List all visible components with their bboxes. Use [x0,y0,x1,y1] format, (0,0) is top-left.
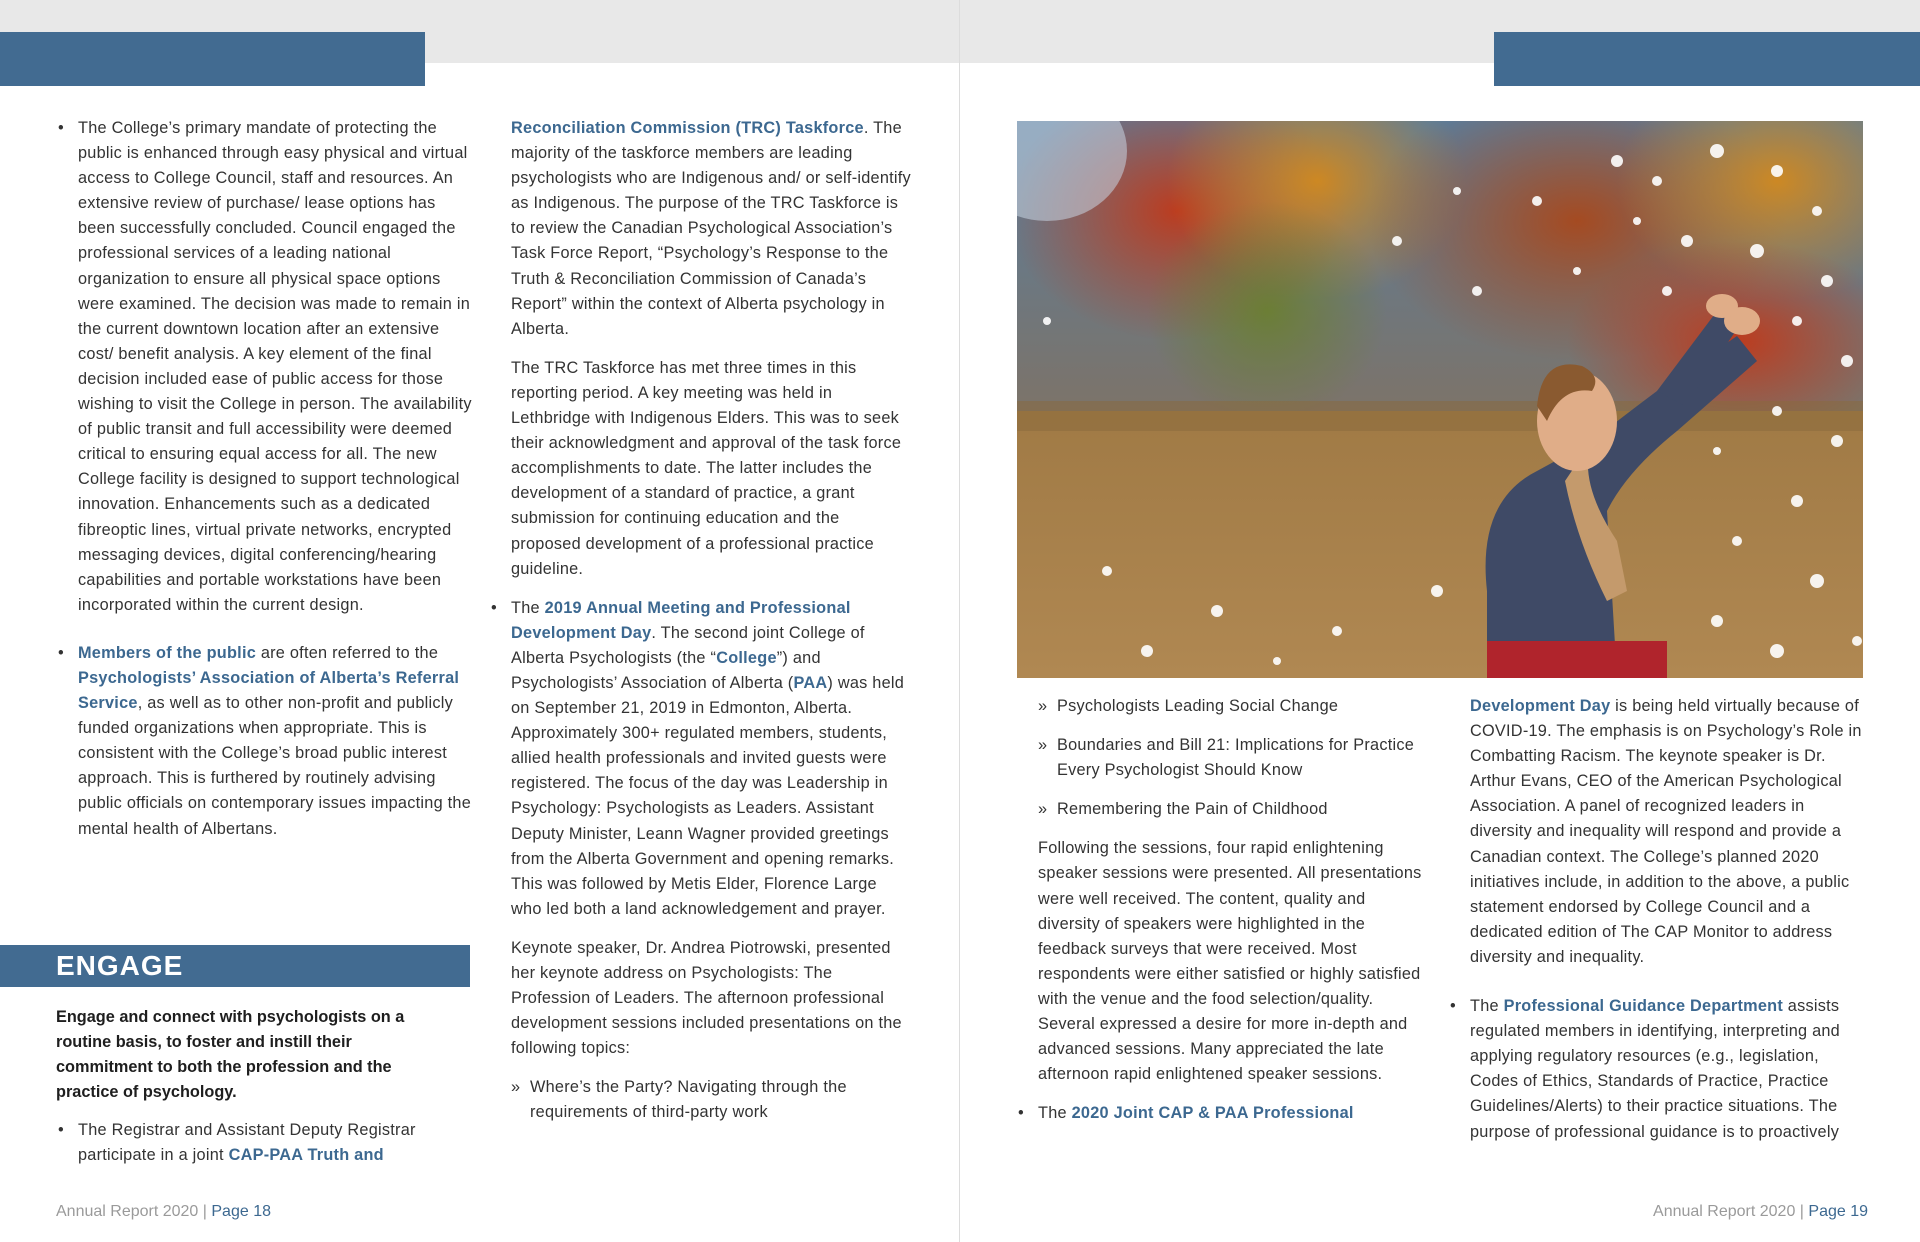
bullet-college-facility [56,116,474,618]
engage-lead-paragraph: Engage and connect with psychologists on a routine basis, to foster and instill their commitment to both the profession and the practice of psychology. [56,1008,405,1102]
members-of-public-link[interactable]: Members of the public [78,643,257,662]
right-column-2 [1470,694,1870,1167]
footer-report-label: Annual Report 2020 | [1653,1203,1809,1220]
annual-meeting-link[interactable]: 2019 Annual Meeting and Professional Development Day [511,598,851,642]
bullet-text: The [1038,1104,1072,1123]
topic-text: Where’s the Party? Navigating through the requirements of third-party work [530,1078,847,1122]
bullet-text: . The second joint College of Alberta Psychologists (the “ [511,623,865,667]
paa-referral-service-link[interactable]: Psychologists’ Association of Alberta’s Referral Service [78,668,460,713]
development-day-link[interactable]: Development Day [1470,697,1611,715]
topic-text: Boundaries and Bill 21: Implications for Practice Every Psychologist Should Know [1057,736,1415,780]
paragraph-text: Following the sessions, four rapid enlightening speaker sessions were presented. All presentations were well received. The content, quality and diversity of speakers were highlighted in the feedback surveys that were received. Most respondents were either satisfied or highly satisfied with the venue and the food selection/quality. Several expressed a desire for more in-depth and advanced sessions. Many appreciated the late afternoon rapid enlightened speaker sessions. [1038,839,1422,1084]
left-column-1 [56,116,474,864]
photo-illustration [1017,121,1863,678]
paragraph-text: Keynote speaker, Dr. Andrea Piotrowski, presented her keynote address on Psychologists: The Profession of Leaders. The afternoon professional development sessions included presentations on the following topics: [511,938,902,1058]
page-spine [959,0,960,1242]
trc-taskforce-link[interactable]: Reconciliation Commission (TRC) Taskforce [511,119,864,137]
development-day-paragraph [1470,694,1870,970]
topic-item [1038,733,1428,783]
topic-item [511,1075,911,1125]
footer-report-label: Annual Report 2020 | [56,1203,212,1220]
footer-page-number: Page 19 [1808,1203,1868,1220]
paragraph-text: . The majority of the taskforce members are leading psychologists who are Indigenous and/ or self-identify as Indigenous. The purpose of the TRC Taskforce is to review the Canadian Psychological Association’s Task Force Report, “Psychology’s Response to the Truth & Reconciliation Commission of Canada’s Report” within the context of Alberta psychology in Alberta. [511,119,911,338]
paa-link[interactable]: PAA [793,673,828,692]
header-accent-bar-left [0,32,425,86]
bullet-annual-meeting [489,596,911,922]
bullet-text: ) was held on September 21, 2019 in Edmonton, Alberta. Approximately 300+ regulated members, students, allied health professionals and invited guests were registered. The focus of the day was Leadership in Psychology: Psychologists as Leaders. Assistant Deputy Minister, Leann Wagner provided greetings from the Alberta Government and opening remarks. This was followed by Metis Elder, Florence Large who led both a land acknowledgement and prayer. [511,673,905,918]
joint-pd-link[interactable]: 2020 Joint CAP & PAA Professional [1071,1104,1354,1123]
keynote-paragraph [511,936,911,1061]
bullet-text: ”) and Psychologists’ Association of Alberta ( [511,648,821,692]
bullet-members-public [56,641,474,842]
paragraph-text: is being held virtually because of COVID-19. The emphasis is on Psychology’s Role in Combatting Racism. The keynote speaker is Dr. Arthur Evans, CEO of the American Psychological Association. A panel of recognized leaders in diversity and inequality will respond and provide a Canadian context. The College’s planned 2020 initiatives include, in addition to the above, a public statement endorsed by College Council and a dedicated edition of The CAP Monitor to address diversity and inequality. [1470,697,1862,966]
bullet-text: The College’s primary mandate of protecting the public is enhanced through easy physical and virtual access to College Council, staff and resources. An extensive review of purchase/ lease options has been successfully concluded. Council engaged the professional services of a leading national organization to ensure all physical space options were examined. The decision was made to remain in the current downtown location after an extensive cost/ benefit analysis. A key element of the final decision included ease of public access for those wishing to visit the College in person. The availability of public transit and full accessibility were deemed critical to ensuring equal access for all. The new College facility is designed to support technological innovation. Enhancements such as a dedicated fibreoptic lines, virtual private networks, encrypted messaging devices, digital conferencing/hearing capabilities and portable workstations have been incorporated within the current design. [78,119,472,614]
right-column-1 [1038,694,1428,1148]
bullet-text: assists regulated members in identifying, interpreting and applying regulatory resources (e.g., legislation, Codes of Ethics, Standards of Practice, Practice Guidelines/Alerts) to their practice situations. The purpose of professional guidance is to proactively [1470,997,1840,1141]
trc-taskforce-paragraph [511,116,911,342]
bullet-professional-guidance [1448,994,1870,1145]
professional-guidance-link[interactable]: Professional Guidance Department [1503,997,1784,1016]
topic-text: Remembering the Pain of Childhood [1057,800,1328,819]
engage-section-heading [0,945,470,987]
bullet-text: The Registrar and Assistant Deputy Registrar participate in a joint [78,1121,416,1165]
bullet-registrar-trc [56,1118,474,1168]
rapid-sessions-paragraph [1038,836,1428,1087]
engage-heading-text: ENGAGE [56,950,184,981]
footer-right [1653,1203,1868,1221]
bullet-text: are often referred to the [256,643,439,662]
bullet-text: The [1470,997,1504,1016]
bullet-text: The [511,598,545,617]
footer-left [56,1203,271,1221]
college-link[interactable]: College [716,648,777,667]
bullet-text: , as well as to other non-profit and publicly funded organizations when appropriate. This is consistent with the College’s broad public interest approach. This is furthered by routinely advising public officials on contemporary issues impacting the mental health of Albertans. [78,694,472,838]
footer-page-number: Page 18 [211,1203,271,1220]
left-column-1-continued [56,1118,474,1190]
topic-item [1038,797,1428,822]
cap-paa-trc-link[interactable]: CAP-PAA Truth and [228,1146,384,1165]
left-column-2 [511,116,911,1140]
trc-meetings-paragraph [511,356,911,582]
topic-text: Psychologists Leading Social Change [1057,697,1339,715]
header-accent-bar-right [1494,32,1920,86]
bullet-2020-joint [1016,1101,1428,1126]
paragraph-text: The TRC Taskforce has met three times in this reporting period. A key meeting was held in Lethbridge with Indigenous Elders. This was to seek their acknowledgment and approval of the task force accomplishments to date. The latter includes the development of a standard of practice, a grant submission for continuing education and the proposed development of a professional practice guideline. [511,358,902,578]
photo-woman-milkweed-field [1017,121,1863,678]
topic-item [1038,694,1428,719]
